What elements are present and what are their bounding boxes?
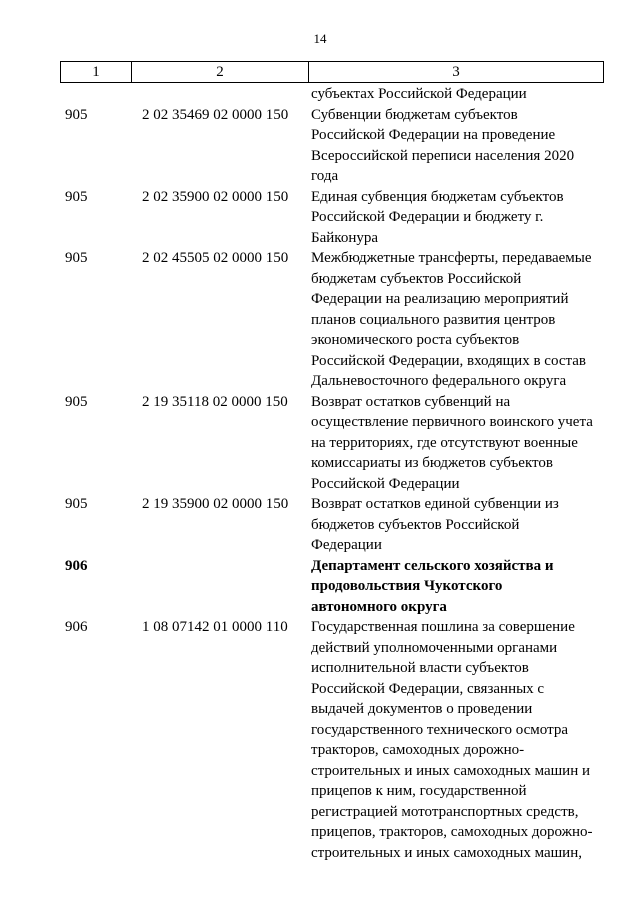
admin-code-cell: 905 — [65, 250, 88, 266]
admin-code-cell: 905 — [65, 106, 88, 123]
column-header-table — [60, 61, 604, 83]
description-cell: Межбюджетные трансферты, передаваемые бюджетам субъектов Российской Федерации на реализацию мероприятий планов социального развития центров экономического роста субъектов Российской Федерации, входящих в состав Дальневосточного федерального округа — [311, 250, 592, 389]
admin-code-cell: 906 — [65, 557, 88, 574]
table-row — [60, 494, 600, 556]
revenue-code-cell — [130, 556, 306, 618]
table-row — [60, 105, 600, 187]
description-cell: Возврат остатков единой субвенции из бюджетов субъектов Российской Федерации — [311, 496, 559, 553]
admin-code-cell — [60, 84, 130, 105]
admin-code-cell: 906 — [65, 619, 88, 635]
section-heading-row — [60, 556, 600, 618]
revenue-code-cell: 2 02 35469 02 0000 150 — [142, 106, 289, 123]
revenue-code-cell: 2 19 35118 02 0000 150 — [142, 393, 288, 410]
description-cell: субъектах Российской Федерации — [311, 86, 527, 102]
revenue-code-cell: 1 08 07142 01 0000 110 — [142, 619, 288, 635]
description-cell: Единая субвенция бюджетам субъектов Российской Федерации и бюджету г. Байконура — [311, 188, 564, 246]
table-row — [60, 187, 600, 249]
revenue-code-cell — [130, 84, 306, 105]
column-header-3: 3 — [309, 62, 604, 83]
admin-code-cell: 905 — [65, 393, 88, 410]
table-body — [60, 84, 600, 863]
description-cell: Субвенции бюджетам субъектов Российской Федерации на проведение Всероссийской переписи населения 2020 года — [311, 106, 575, 184]
table-row — [60, 617, 600, 863]
revenue-code-cell: 2 02 45505 02 0000 150 — [142, 250, 289, 266]
column-header-2: 2 — [132, 62, 309, 83]
description-cell: Возврат остатков субвенций на осуществление первичного воинского учета на территориях, где отсутствуют военные комиссариаты из бюджетов субъектов Российской Федерации — [311, 393, 593, 492]
column-header-1: 1 — [61, 62, 132, 83]
table-row — [60, 84, 600, 105]
revenue-code-cell: 2 19 35900 02 0000 150 — [142, 496, 289, 512]
column-header-row — [61, 62, 604, 83]
revenue-code-cell: 2 02 35900 02 0000 150 — [142, 188, 289, 205]
department-heading: Департамент сельского хозяйства и продовольствия Чукотского автономного округа — [311, 557, 554, 615]
table-row — [60, 392, 600, 495]
table-row — [60, 248, 600, 392]
admin-code-cell: 905 — [65, 496, 88, 512]
admin-code-cell: 905 — [65, 188, 88, 205]
description-cell: Государственная пошлина за совершение действий уполномоченными органами исполнительной власти субъектов Российской Федерации, связанных с выдачей документов о проведении государственного технического осмотра тракторов, самоходных дорожно- строительных и иных самоходных машин и прицепов к ним, государственной регистрацией мототранспортных средств, прицепов, тракторов, самоходных дорожно- строительных и иных самоходных машин, — [311, 619, 593, 861]
page-number: 14 — [313, 31, 327, 46]
